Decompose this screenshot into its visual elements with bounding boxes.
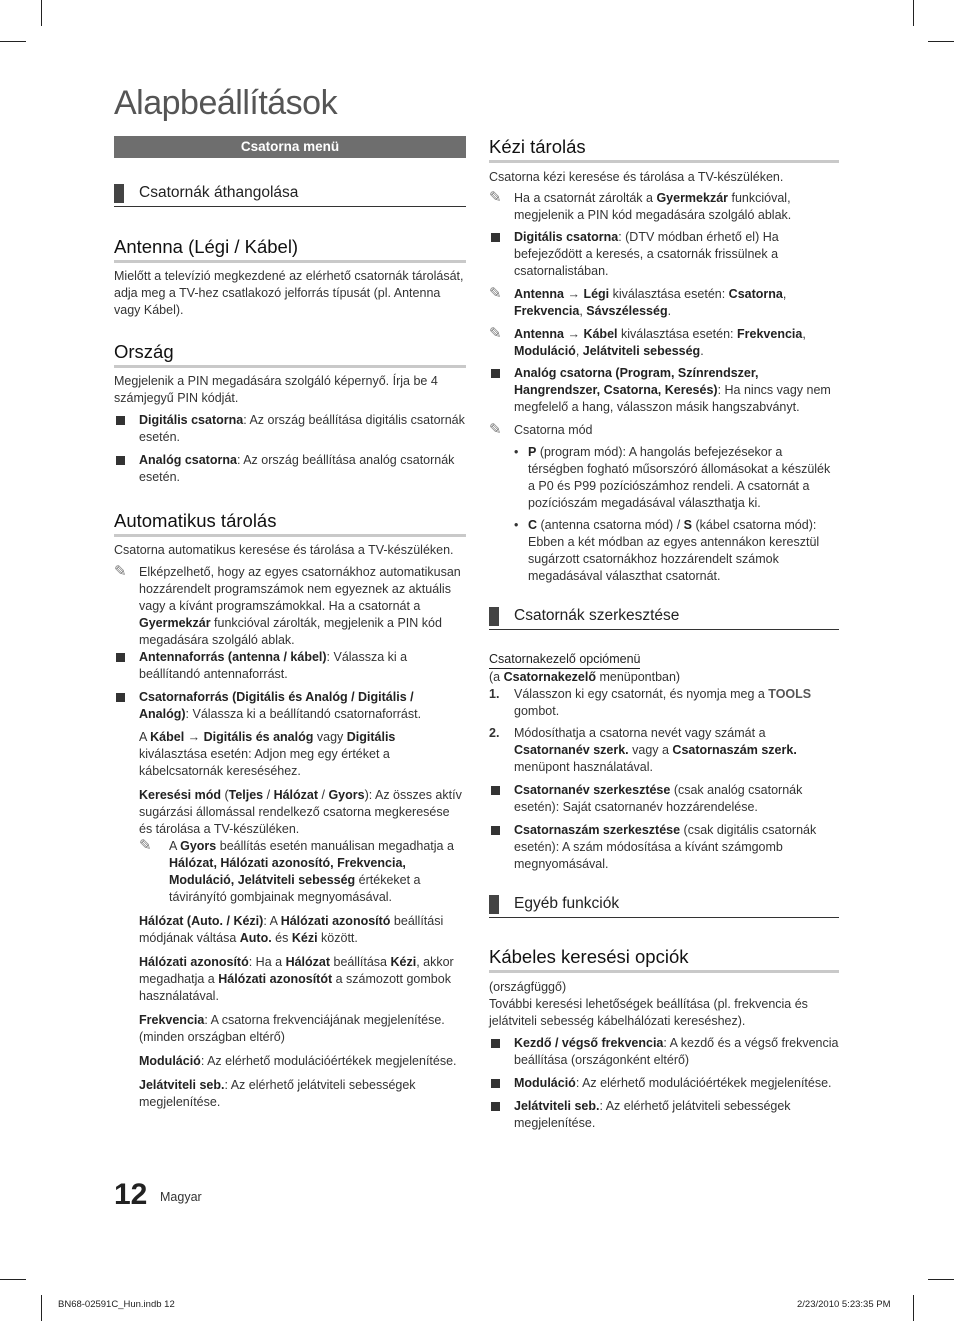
list-item: Antennaforrás (antenna / kábel): Válassza ki a beállítandó antennaforrást. <box>114 649 466 683</box>
note: ✎ Antenna → Kábel kiválasztása esetén: Frekvencia, Moduláció, Jelátviteli sebesség. <box>489 325 806 358</box>
note: ✎ A Gyors beállítás esetén manuálisan megadhatja a Hálózat, Hálózati azonosító, Frekvencia, Moduláció, Jelátviteli sebesség értékeket a távirányító gombjainak megnyomásával. <box>139 837 454 904</box>
crop-mark <box>913 0 914 26</box>
section-band: Csatorna menü <box>114 136 466 158</box>
sub-paragraph: Frekvencia: A csatorna frekvenciájának megjelenítése. (minden országban eltérő) <box>139 1013 445 1044</box>
list-item: Csatornanév szerkesztése (csak analóg csatornák esetén): Saját csatornanév hozzárendelése. <box>489 782 839 816</box>
pencil-note-icon: ✎ <box>114 563 127 580</box>
page-language: Magyar <box>160 1190 202 1204</box>
right-column <box>489 136 839 1132</box>
note: ✎ Antenna → Légi kiválasztása esetén: Csatorna, Frekvencia, Sávszélesség. <box>489 285 787 318</box>
cable-search-text: További keresési lehetőségek beállítása (pl. frekvencia és jelátviteli sebesség kábelhálózati kereséshez). <box>489 997 808 1028</box>
sub-paragraph: A Kábel → Digitális és analóg vagy Digitális kiválasztása esetén: Adjon meg egy értéket a kábelcsatornák kereséséhez. <box>139 730 396 778</box>
auto-store-heading: Automatikus tárolás <box>114 510 466 537</box>
country-text: Megjelenik a PIN megadására szolgáló képernyő. Írja be 4 számjegyű PIN kódját. <box>114 374 438 405</box>
chapter-heading: Csatornák áthangolása <box>114 182 466 207</box>
print-slug-date: 2/23/2010 5:23:35 PM <box>797 1299 891 1310</box>
auto-store-text: Csatorna automatikus keresése és tárolása a TV-készüléken. <box>114 543 454 557</box>
bullet-item: • P (program mód): A hangolás befejezésekor a térségben fogható műsorszóró állomásokat a készülék a P0 és P99 pozíciószámhoz rendeli. A csatornát a pozíciószám megadásával választhatja ki. <box>514 444 839 512</box>
list-item: Jelátviteli seb.: Az elérhető jelátviteli sebességek megjelenítése. <box>489 1098 839 1132</box>
list-item: Csatornaforrás (Digitális és Analóg / Digitális / Analóg): Válassza ki a beállítandó csatornaforrást. <box>114 689 466 723</box>
manual-store-heading: Kézi tárolás <box>489 136 839 163</box>
note: ✎ Ha a csatornát zárolták a Gyermekzár funkcióval, megjelenik a PIN kód megadására szolgáló ablak. <box>489 189 792 222</box>
crop-mark <box>0 41 26 42</box>
list-item: Analóg csatorna: Az ország beállítása analóg csatornák esetén. <box>114 452 466 486</box>
country-dependent: (országfüggő) <box>489 980 567 994</box>
pencil-note-icon: ✎ <box>489 421 502 438</box>
list-item: Digitális csatorna: Az ország beállítása digitális csatornák esetén. <box>114 412 466 446</box>
antenna-text: Mielőtt a televízió megkezdené az elérhető csatornák tárolását, adja meg a TV-hez csatlakozó jelforrás típusát (pl. Antenna vagy Kábel). <box>114 269 464 317</box>
chapter-heading: Egyéb funkciók <box>489 893 839 918</box>
antenna-heading: Antenna (Légi / Kábel) <box>114 236 466 263</box>
page-number: 12 <box>114 1178 148 1211</box>
page-title: Alapbeállítások <box>114 84 338 122</box>
bullet-item: • C (antenna csatorna mód) / S (kábel csatorna mód): Ebben a két módban az egyes antennákon keresztül sugárzott csatornákhoz hozzárendelt számok megadásával választhat csatornát. <box>514 517 839 585</box>
pencil-note-icon: ✎ <box>489 285 502 302</box>
country-heading: Ország <box>114 341 466 368</box>
crop-mark <box>41 1295 42 1321</box>
cable-search-heading: Kábeles keresési opciók <box>489 946 839 973</box>
crop-mark <box>928 1279 954 1280</box>
list-item: Analóg csatorna (Program, Színrendszer, Hangrendszer, Csatorna, Keresés): Ha nincs vagy nem megfelelő a hang, válasszon másik hangszabványt. <box>489 365 839 416</box>
list-item: Moduláció: Az elérhető modulációértékek megjelenítése. <box>489 1075 839 1092</box>
list-item: Digitális csatorna: (DTV módban érhető el) Ha befejeződött a keresés, a csatornák frissülnek a csatornalistában. <box>489 229 839 280</box>
sub-paragraph: Hálózat (Auto. / Kézi): A Hálózati azonosító beállítási módjának váltása Auto. és Kézi között. <box>139 914 444 945</box>
menu-title: Csatornakezelő opciómenü <box>489 651 640 669</box>
sub-paragraph: Moduláció: Az elérhető modulációértékek megjelenítése. <box>139 1054 457 1068</box>
pencil-note-icon: ✎ <box>489 325 502 342</box>
step-item: 1. Válasszon ki egy csatornát, és nyomja meg a TOOLS gombot. <box>489 687 812 718</box>
list-item: Csatornaszám szerkesztése (csak digitális csatornák esetén): A szám módosítása a kívánt számgomb megnyomásával. <box>489 822 839 873</box>
list-item: Kezdő / végső frekvencia: A kezdő és a végső frekvencia beállítása (országonként eltérő) <box>489 1035 839 1069</box>
sub-paragraph: Hálózati azonosító: Ha a Hálózat beállítása Kézi, akkor megadhatja a Hálózati azonosítót a számozott gombok használatával. <box>139 955 454 1003</box>
chapter-heading: Csatornák szerkesztése <box>489 605 839 630</box>
crop-mark <box>928 41 954 42</box>
sub-paragraph: Jelátviteli seb.: Az elérhető jelátviteli sebességek megjelenítése. <box>139 1078 416 1109</box>
menu-subtitle: (a Csatornakezelő menüpontban) <box>489 670 681 684</box>
print-slug-file: BN68-02591C_Hun.indb 12 <box>58 1299 175 1310</box>
pencil-note-icon: ✎ <box>139 837 152 854</box>
note: ✎ Elképzelhető, hogy az egyes csatornákhoz automatikusan hozzárendelt programszámok nem egyeznek az aktuális vagy a kívánt programszámokkal. Ha a csatornát a Gyermekzár funkcióval zárolták, megjelenik a PIN kód megadására szolgáló ablak. <box>114 563 461 647</box>
note: ✎ Csatorna mód <box>489 421 593 438</box>
crop-mark <box>0 1279 26 1280</box>
sub-paragraph: Keresési mód (Teljes / Hálózat / Gyors): Az összes aktív sugárzási állomással rendelkező csatorna megkeresése és tárolása a TV-készüléken. <box>139 788 462 836</box>
left-column <box>114 136 466 1111</box>
manual-store-text: Csatorna kézi keresése és tárolása a TV-készüléken. <box>489 170 784 184</box>
step-item: 2. Módosíthatja a csatorna nevét vagy számát a Csatornanév szerk. vagy a Csatornaszám szerk. menüpont használatával. <box>489 726 797 774</box>
crop-mark <box>41 0 42 26</box>
pencil-note-icon: ✎ <box>489 189 502 206</box>
crop-mark <box>913 1295 914 1321</box>
